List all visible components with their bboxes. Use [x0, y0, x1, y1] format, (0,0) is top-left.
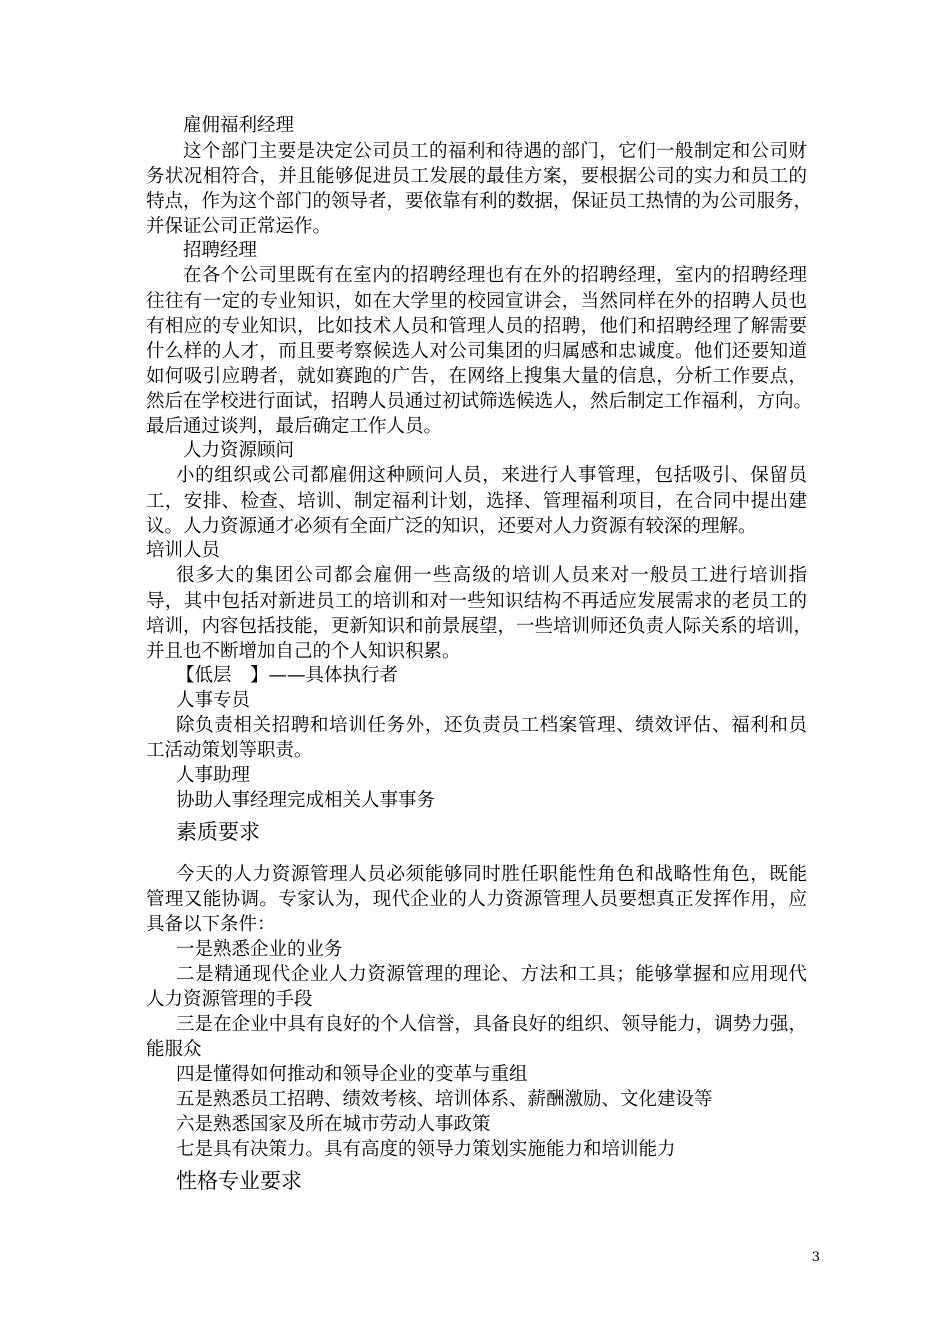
text-line: 今天的人力资源管理人员必须能够同时胜任职能性角色和战略性角色，既能 [176, 864, 807, 885]
text-line: 最后通过谈判，最后确定工作人员。 [146, 416, 443, 437]
text-line: 议。人力资源通才必须有全面广泛的知识，还要对人力资源有较深的理解。 [146, 516, 757, 537]
text-line: 人事专员 [176, 690, 251, 711]
text-line: 往往有一定的专业知识，如在大学里的校园宣讲会，当然同样在外的招聘人员也 [146, 291, 807, 312]
text-line: 然后在学校进行面试，招聘人员通过初试筛选候选人，然后制定工作福利，方向。 [146, 391, 813, 412]
text-line: 七是具有决策力。具有高度的领导力策划实施能力和培训能力 [176, 1139, 676, 1160]
text-line: 很多大的集团公司都会雇佣一些高级的培训人员来对一般员工进行培训指 [176, 565, 807, 586]
text-line: 【低层 】——具体执行者 [176, 665, 399, 686]
text-line: 管理又能协调。专家认为，现代企业的人力资源管理人员要想真正发挥作用，应 [146, 889, 807, 910]
text-line: 二是精通现代企业人力资源管理的理论、方法和工具；能够掌握和应用现代 [176, 964, 807, 985]
text-line: 务状况相符合，并且能够促进员工发展的最佳方案，要根据公司的实力和员工的 [146, 166, 807, 187]
text-line: 四是懂得如何推动和领导企业的变革与重组 [176, 1064, 528, 1085]
text-line: 具备以下条件： [146, 914, 276, 935]
text-line: 人力资源顾问 [183, 440, 295, 461]
text-line: 并且也不断增加自己的个人知识积累。 [146, 641, 461, 662]
text-line: 一是熟悉企业的业务 [176, 939, 343, 960]
text-line: 人事助理 [176, 765, 251, 786]
page-number: 3 [811, 1250, 820, 1265]
text-line: 有相应的专业知识，比如技术人员和管理人员的招聘，他们和招聘经理了解需要 [146, 316, 807, 337]
text-line: 如何吸引应聘者，就如赛跑的广告，在网络上搜集大量的信息，分析工作要点， [146, 366, 807, 387]
text-line: 工，安排、检查、培训、制定福利计划，选择、管理福利项目，在合同中提出建 [146, 491, 807, 512]
text-line: 培训，内容包括技能，更新知识和前景展望，一些培训师还负责人际关系的培训， [146, 616, 813, 637]
text-line: 雇佣福利经理 [183, 115, 295, 136]
text-line: 除负责相关招聘和培训任务外，还负责员工档案管理、绩效评估、福利和员 [176, 715, 807, 736]
text-line: 在各个公司里既有在室内的招聘经理也有在外的招聘经理，室内的招聘经理 [183, 265, 807, 286]
text-line: 三是在企业中具有良好的个人信誉，具备良好的组织、领导能力，调势力强， [176, 1014, 807, 1035]
text-line: 培训人员 [146, 540, 221, 561]
text-line: 特点，作为这个部门的领导者，要依靠有利的数据，保证员工热情的为公司服务， [146, 191, 813, 212]
text-line: 什么样的人才，而且要考察候选人对公司集团的归属感和忠诚度。他们还要知道 [146, 341, 807, 362]
text-line: 人力资源管理的手段 [146, 989, 313, 1010]
section-heading: 性格专业要求 [176, 1169, 302, 1193]
text-line: 工活动策划等职责。 [146, 740, 313, 761]
text-line: 小的组织或公司都雇佣这种顾问人员，来进行人事管理，包括吸引、保留员 [176, 465, 807, 486]
text-line: 五是熟悉员工招聘、绩效考核、培训体系、薪酬激励、文化建设等 [176, 1089, 713, 1110]
text-line: 六是熟悉国家及所在城市劳动人事政策 [176, 1114, 491, 1135]
text-line: 并保证公司正常运作。 [146, 216, 332, 237]
text-line: 协助人事经理完成相关人事事务 [176, 790, 436, 811]
text-line: 招聘经理 [183, 240, 258, 261]
text-line: 导，其中包括对新进员工的培训和对一些知识结构不再适应发展需求的老员工的 [146, 591, 807, 612]
section-heading: 素质要求 [176, 820, 260, 844]
text-line: 这个部门主要是决定公司员工的福利和待遇的部门，它们一般制定和公司财 [183, 141, 807, 162]
text-line: 能服众 [146, 1039, 202, 1060]
